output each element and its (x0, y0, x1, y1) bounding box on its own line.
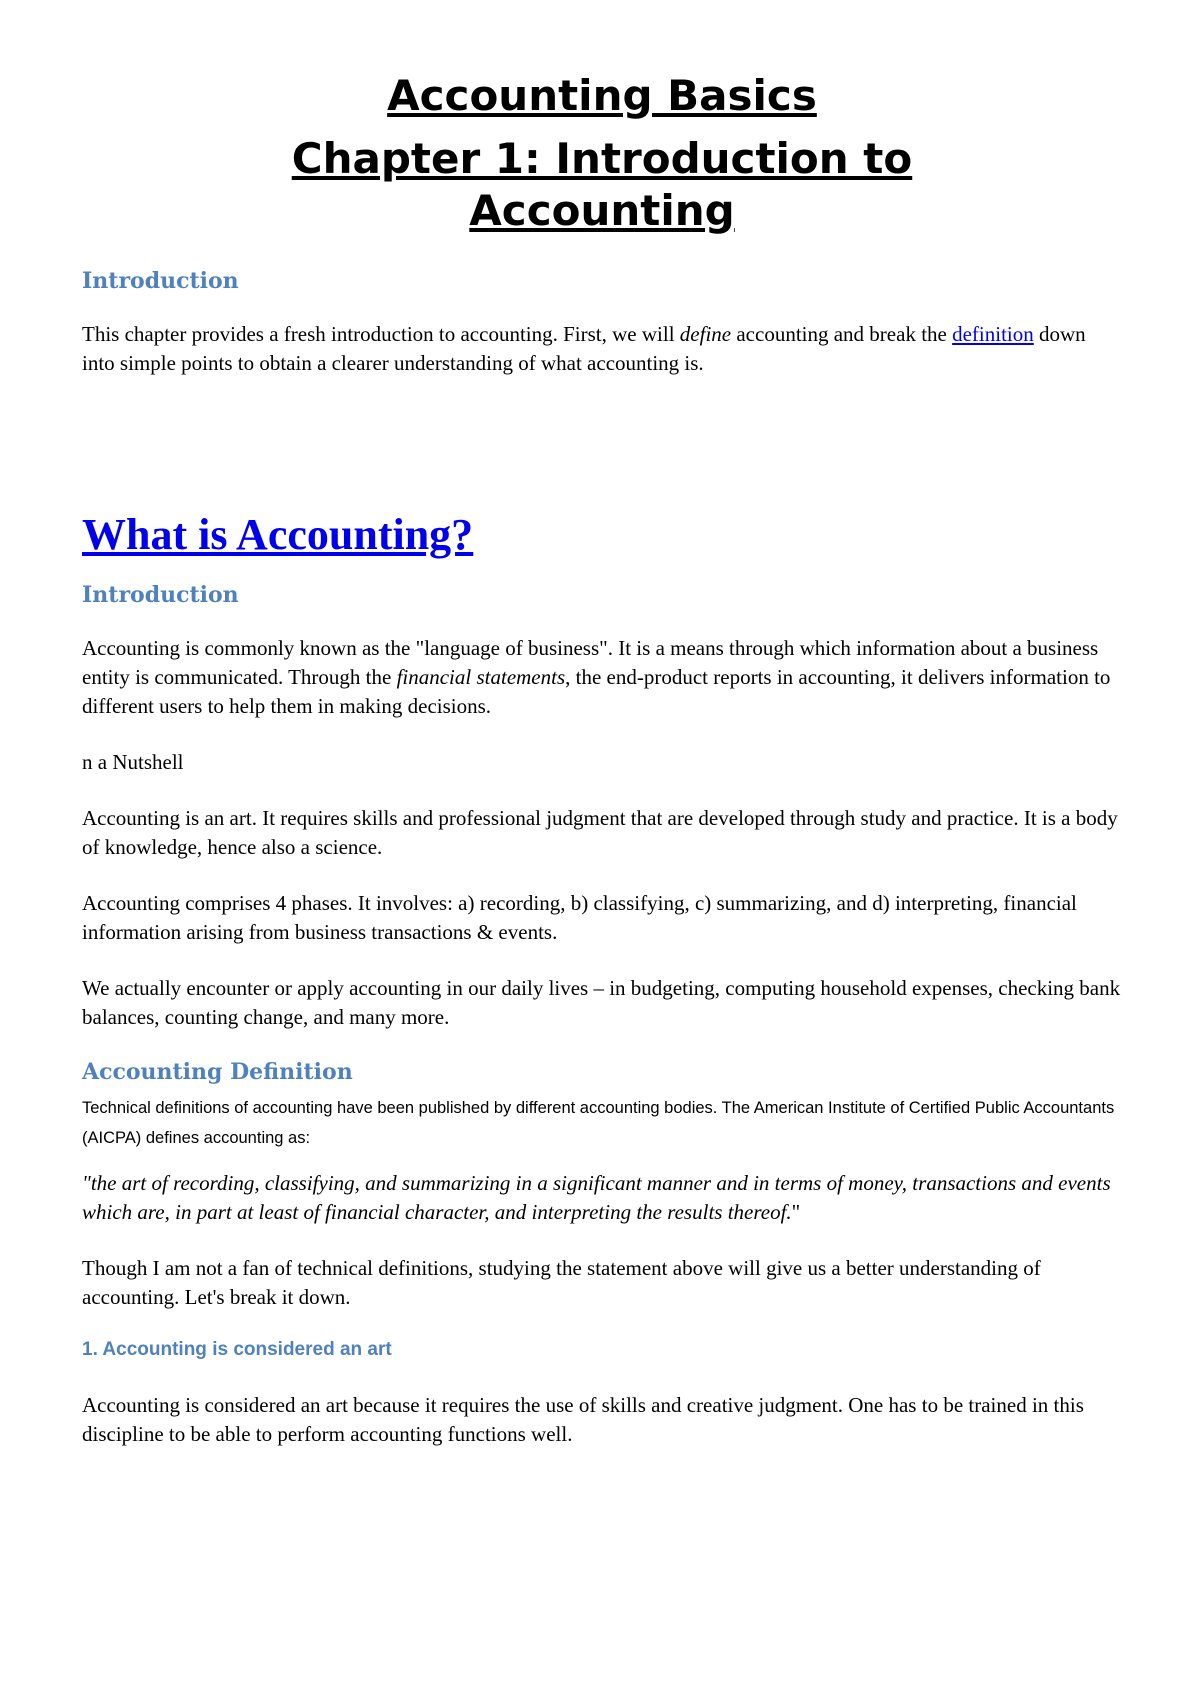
para1-text-1: Accounting is commonly known as the "language of business". It is a means through which information about a business entity is communicated. Through the (82, 635, 1099, 689)
language-of-business-paragraph (82, 634, 1122, 721)
what-is-accounting-link[interactable] (82, 509, 1122, 560)
point1-heading: 1. Accounting is considered an art (82, 1338, 392, 1360)
art-paragraph: Accounting is an art. It requires skills and professional judgment that are developed through study and practice. It is a body of knowledge, hence also a science. (82, 805, 1118, 859)
phases-paragraph: Accounting comprises 4 phases. It involves: a) recording, b) classifying, c) summarizing, and d) interpreting, financial information arising from business transactions & events. (82, 890, 1077, 944)
chapter-title (82, 133, 1122, 238)
aicpa-intro-paragraph: Technical definitions of accounting have been published by different accounting bodies. The American Institute of Certified Public Accountants (AICPA) defines accounting as: (82, 1098, 1115, 1147)
para1-text-2: , the end-product reports in accounting, it delivers information to different users to help them in making decisions. (82, 664, 1111, 718)
document-content (82, 70, 1122, 1476)
chapter-title-line2: Accounting (469, 186, 735, 235)
nutshell-label: n a Nutshell (82, 749, 184, 774)
section-subheading-introduction: Introduction (82, 581, 239, 608)
document-title: Accounting Basics (387, 71, 817, 120)
intro-text-1: This chapter provides a fresh introduction to accounting. First, we will (82, 321, 680, 346)
daily-lives-paragraph: We actually encounter or apply accounting in our daily lives – in budgeting, computing household expenses, checking bank balances, counting change, and many more. (82, 975, 1121, 1029)
chapter-title-line1: Chapter 1: Introduction to (291, 133, 913, 183)
definition-link[interactable]: definition (952, 321, 1034, 346)
aicpa-quote (82, 1169, 1122, 1227)
quote-end-mark: " (791, 1199, 801, 1224)
point1-paragraph: Accounting is considered an art because it requires the use of skills and creative judgment. One has to be trained in this discipline to be able to perform accounting functions well. (82, 1392, 1084, 1446)
quote-text: "the art of recording, classifying, and summarizing in a significant manner and in terms of money, transactions and events which are, in part at least of financial character, and interpreting the results thereof. (82, 1170, 1111, 1224)
intro-emphasis: define (679, 321, 732, 346)
spacer (82, 405, 1122, 509)
intro-text-2: accounting and break the (731, 321, 953, 346)
what-is-accounting-anchor[interactable]: What is Accounting? (82, 509, 474, 559)
section-heading-introduction: Introduction (82, 267, 239, 294)
intro-text-3: down into simple points to obtain a clearer understanding of what accounting is. (82, 321, 1086, 375)
accounting-definition-heading: Accounting Definition (82, 1058, 353, 1085)
financial-statements-emphasis: financial statements (396, 664, 566, 689)
break-it-down-paragraph: Though I am not a fan of technical definitions, studying the statement above will give us a better understanding of accounting. Let's break it down. (82, 1255, 1041, 1309)
intro-paragraph (82, 320, 1122, 378)
